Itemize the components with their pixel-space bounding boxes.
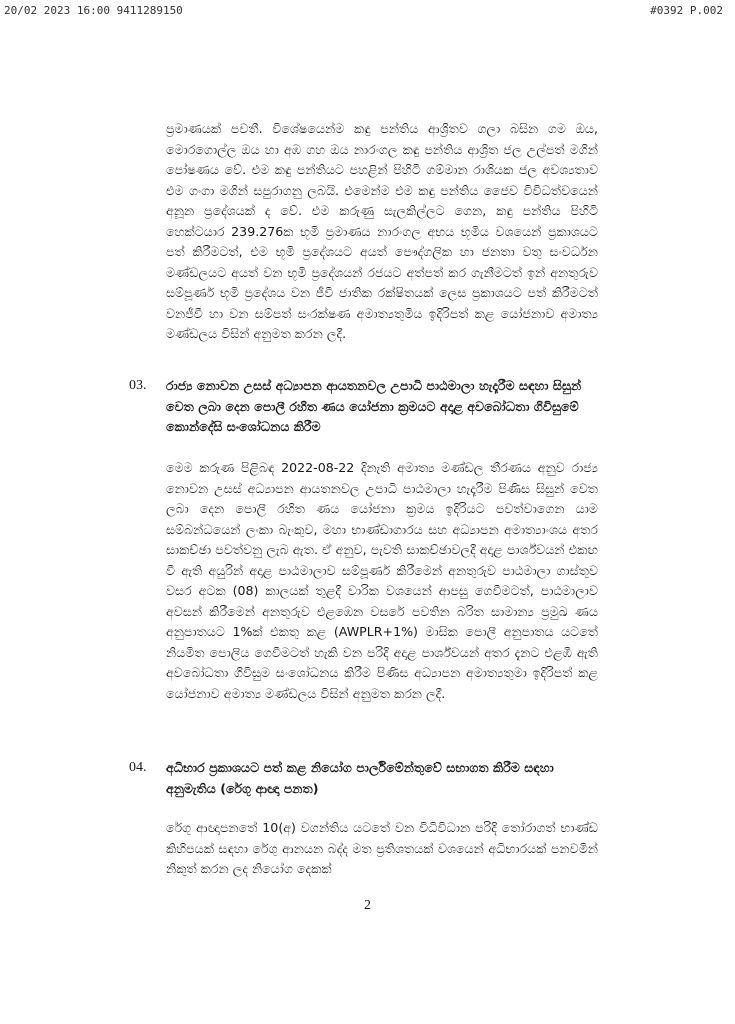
section-03-number: 03. bbox=[129, 378, 147, 393]
fax-header-left: 20/02 2023 16:00 9411289150 bbox=[4, 4, 183, 17]
intro-paragraph: ප්‍රමාණයක් පවතී. විශේෂයෙන්ම කඳු පන්තිය ආශ්‍රිතව ගලා බසින ගම ඔය, මොරගොල්ල ඔය හා අඹ ගහ ඔය නාරංගල කඳු පන්තිය ආශ්‍රිත ජල උල්පත් මගින් පෝෂණය වේ. එම කඳු පන්තියට පහළින් පිහිටි ගම්මාන රාශියක ජල අවශ්‍යතාව එම ගංගා මගින් සපුරාගනු ලබයි. එමෙන්ම එම කඳු පන්තිය ජෛව විවිධත්වයෙන් අනූන ප්‍රදේශයක් ද වේ. එම කරුණු සැලකිල්ලට ගෙන, කඳු පන්තිය පිහිටි හෙක්ටයාර 239.276ක භූමි ප්‍රමාණය නාරංගල අභය භූමිය වශයෙන් ප්‍රකාශයට පත් කිරීමටත්, එම භූමි ප්‍රදේශයට අයත් පෞද්ගලික හා ජනතා වතු සංවර්ධන මණ්ඩලයට අයත් වන භූමි ප්‍රදේශයන් රජයට අත්පත් කර ගැනීමටත් ඉන් අනතුරුව සම්පූර්ණ භූමි ප්‍රදේශය වන ජීවී ජාතික රක්ෂිතයක් ලෙස ප්‍රකාශයට පත් කිරීමටත් වනජීවී හා වන සම්පත් සංරක්ෂණ අමාත්‍යතුමිය ඉදිරිපත් කළ යෝජනාව අමාත්‍ය මණ්ඩලය විසින් අනුමත කරන ලදී. bbox=[166, 121, 598, 341]
section-04-number: 04. bbox=[129, 760, 147, 775]
fax-header-right: #0392 P.002 bbox=[650, 4, 723, 17]
page-number: 2 bbox=[364, 898, 371, 913]
section-03-body: මෙම කරුණ පිළිබඳ 2022-08-22 දිනැති අමාත්‍ය මණ්ඩල තීරණය අනුව රාජ්‍ය නොවන උසස් අධ්‍යාපන ආයතනවල උපාධි පාඨමාලා හැදෑරීම පිණිස සිසුන් වෙත ලබා දෙන පොලී රහිත ණය යෝජනා ක්‍රමය ඉදිරියට පවත්වාගෙන යාම සම්බන්ධයෙන් ලංකා බැංකුව, මහා භාණ්ඩාගාරය සහ අධ්‍යාපන අමාත්‍යාංශය අතර සාකච්ඡා පවත්වනු ලැබ ඇත. ඒ අනුව, පැවති සාකච්ඡාවලදී අදාළ පාර්ශ්වයන් එකඟ වී ඇති අයුරින් අදාළ පාඨමාලාව සම්පූර්ණ කිරීමෙන් අනතුරුව පාඨමාලා ගාස්තුව වසර අටක (08) කාලයක් තුළදී වාරික වශයෙන් ආපසු ගෙවීමටත්, පාඨමාලාව අවසන් කිරීමෙන් අනතුරුව එළඹෙන වසරේ පවතින බරිත සාමාන්‍ය ප්‍රමුඛ ණය අනුපාතයට 1%ක් එකතු කළ (AWPLR+1%) මාසික පොලී අනුපාතය යටතේ නියමිත පොලිය ගෙවීමටත් හැකි වන පරිදි අදාළ පාර්ශ්වයන් අතර දැනට එළඹී ඇති අවබෝධතා ගිවිසුම සංශෝධනය කිරීම පිණිස අධ්‍යාපන අමාත්‍යතුමා ඉදිරිපත් කළ යෝජනාව අමාත්‍ය මණ්ඩලය විසින් අනුමත කරන ලදී. bbox=[166, 460, 598, 701]
fax-header bbox=[4, 4, 723, 17]
section-03-title: රාජ්‍ය නොවන උසස් අධ්‍යාපන ආයතනවල උපාධි පාඨමාලා හැදෑරීම සඳහා සිසුන් වෙත ලබා දෙන පොලී රහිත ණය යෝජනා ක්‍රමයට අදාළ අවබෝධතා ගිවිසුමේ කොන්දේසි සංශෝධනය කිරීම bbox=[166, 378, 582, 434]
section-04-body: රේගු ආඥාපනතේ 10(අ) වගන්තිය යටතේ වන විධිවිධාන පරිදි තෝරාගත් භාණ්ඩ කිහිපයක් සඳහා රේගු ආනයන බද්ද මත ප්‍රතිශතයක් වශයෙන් අධිභාරයක් පනවමින් නිකුත් කරන ලද නියෝග දෙකක් bbox=[166, 820, 598, 876]
section-04-title: අධිභාර ප්‍රකාශයට පත් කළ නියෝග පාර්ලිමේන්තුවේ සභාගත කිරීම සඳහා අනුමැතිය (රේගු ආඥා පනත) bbox=[166, 760, 554, 796]
